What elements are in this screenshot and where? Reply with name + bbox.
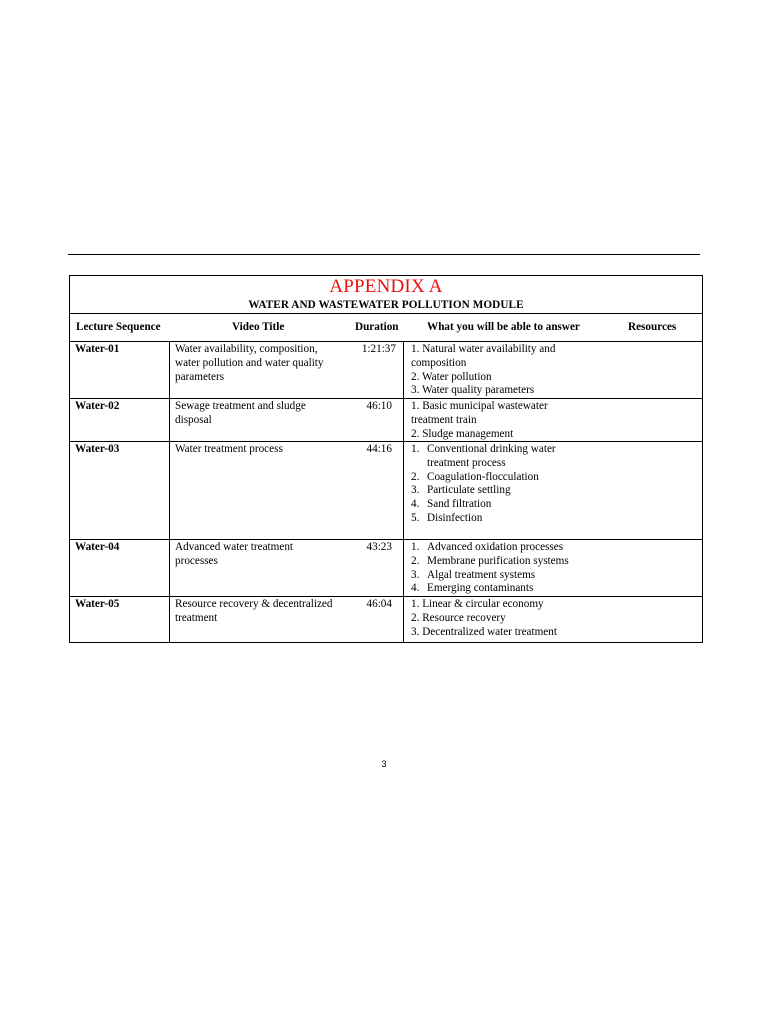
answer-item: 2. Sludge management [411,427,514,440]
answer-item: 4. Emerging contaminants [411,582,534,595]
answer-item: 2. Water pollution [411,370,492,383]
row-5-title: Resource recovery & decentralized treatment [175,598,333,624]
row-3-duration: 44:16 [366,443,392,455]
answer-item: 2. Resource recovery [411,611,506,624]
row-4-sequence: Water-04 [75,541,120,553]
row-5-sequence: Water-05 [75,598,120,610]
header-resources: Resources [628,321,677,333]
table-rule [70,313,702,314]
row-1-answer-list [411,343,591,398]
row-1-answers [411,343,591,398]
header-video-title: Video Title [232,321,285,333]
answer-item: 4. Sand filtration [411,498,492,511]
row-2-answers [411,400,581,441]
row-1-title: Water availability, composition, water pollution and water quality parameters [175,343,324,383]
row-5-duration: 46:04 [366,598,392,610]
title-block [70,276,702,313]
answer-item: 3. Algal treatment systems [411,568,536,581]
table-rule [70,398,702,399]
row-2-duration: 46:10 [366,400,392,412]
module-title: WATER AND WASTEWATER POLLUTION MODULE [248,299,524,311]
row-1-sequence: Water-01 [75,343,120,355]
page-number: 3 [381,759,387,769]
column-rule [169,341,170,642]
row-4-answer-list [411,541,596,596]
answer-item: 5. Disinfection [411,511,483,524]
row-4-answers [411,541,596,596]
row-5-answers [411,598,601,639]
answer-item: 1. Conventional drinking water treatment process [411,443,556,469]
table-rule [70,441,702,442]
header-lecture-sequence: Lecture Sequence [76,321,161,333]
header-rule [68,254,700,255]
answer-item: 1. Advanced oxidation processes [411,541,564,553]
answer-item: 1. Natural water availability and composition [411,343,556,369]
appendix-title: APPENDIX A [329,276,443,297]
answer-item: 1. Basic municipal wastewater treatment train [411,400,548,426]
answer-item: 1. Linear & circular economy [411,598,544,610]
row-5-answer-list [411,598,601,639]
answer-item: 2. Membrane purification systems [411,554,569,567]
row-3-title: Water treatment process [175,443,283,455]
answer-item: 3. Water quality parameters [411,384,535,397]
answer-item: 3. Particulate settling [411,484,511,497]
header-duration: Duration [355,321,399,333]
row-3-sequence: Water-03 [75,443,120,455]
table-rule [70,539,702,540]
row-2-title: Sewage treatment and sludge disposal [175,400,306,426]
row-4-title: Advanced water treatment processes [175,541,294,567]
header-what-you-will-answer: What you will be able to answer [427,321,580,333]
answer-item: 3. Decentralized water treatment [411,625,557,638]
row-4-duration: 43:23 [366,541,392,553]
column-rule [403,341,404,642]
row-3-answer-list [411,443,586,526]
row-3-answers [411,443,586,526]
answer-item: 2. Coagulation-flocculation [411,470,539,483]
row-1-duration: 1:21:37 [361,343,396,355]
table-rule [70,596,702,597]
table-rule [70,341,702,342]
row-2-sequence: Water-02 [75,400,120,412]
row-2-answer-list [411,400,581,441]
